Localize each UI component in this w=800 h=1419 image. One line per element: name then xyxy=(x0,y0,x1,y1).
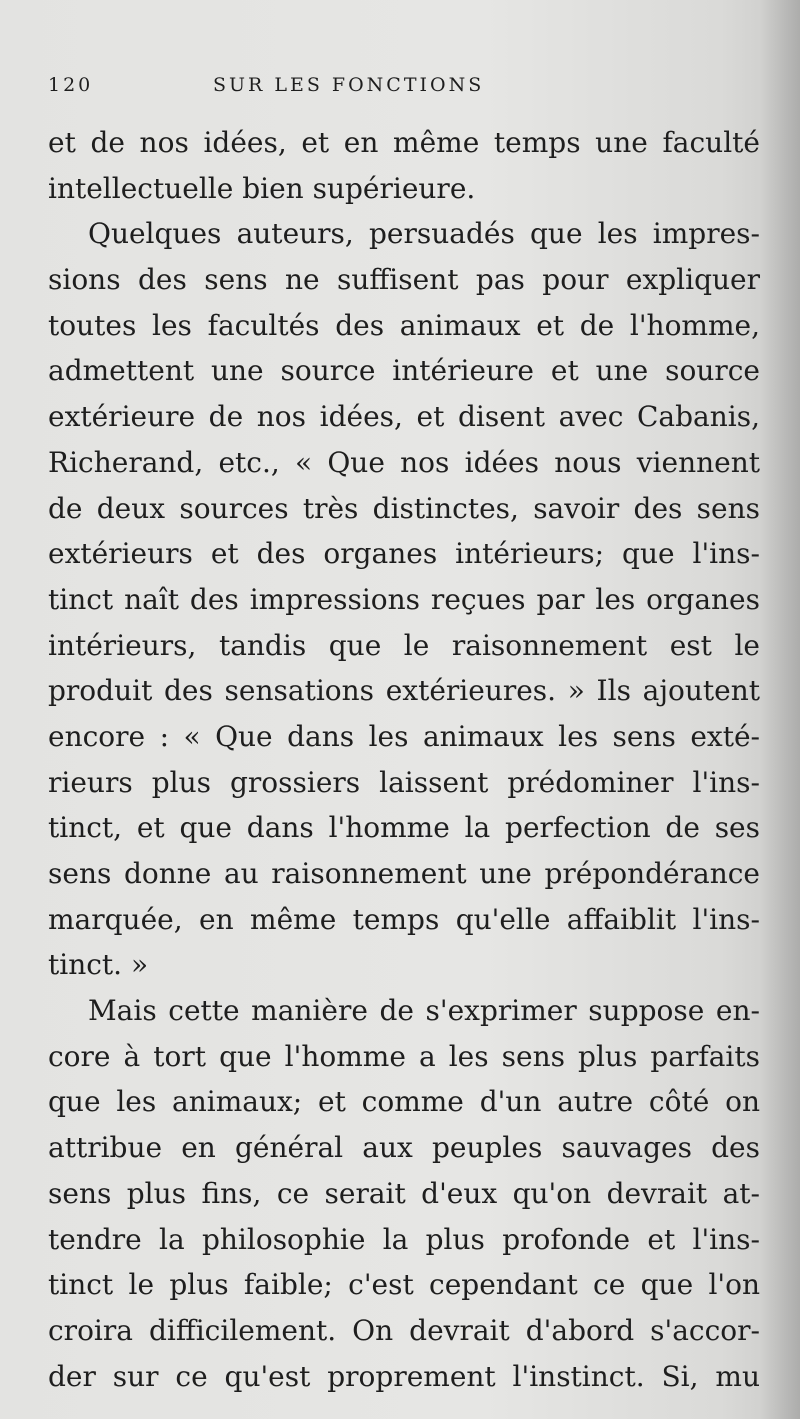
text-line: attribue en général aux peuples sauvages des xyxy=(48,1131,760,1165)
body-text xyxy=(48,120,760,1399)
page-number: 120 xyxy=(48,74,94,96)
text-line: et de nos idées, et en même temps une faculté xyxy=(48,126,760,159)
text-line: tinct, et que dans l'homme la perfection de ses xyxy=(48,811,760,845)
text-line: encore : « Que dans les animaux les sens exté- xyxy=(48,719,760,753)
text-line: extérieurs et des organes intérieurs; que l'ins- xyxy=(48,537,760,571)
text-line: marquée, en même temps qu'elle affaiblit l'ins- xyxy=(48,902,760,936)
text-line: tendre la philosophie la plus profonde et l'ins- xyxy=(48,1222,760,1256)
text-line: core à tort que l'homme a les sens plus parfaits xyxy=(48,1039,760,1073)
running-head xyxy=(48,74,768,104)
paragraph-first-line: Quelques auteurs, persuadés que les impres- xyxy=(88,217,760,251)
text-line: Richerand, etc., « Que nos idées nous viennent xyxy=(48,445,760,479)
text-line: toutes les facultés des animaux et de l'homme, xyxy=(48,308,760,342)
text-line: sens plus fins, ce serait d'eux qu'on devrait at- xyxy=(48,1176,760,1210)
text-line: rieurs plus grossiers laissent prédominer l'ins- xyxy=(48,765,760,799)
text-line: extérieure de nos idées, et disent avec Cabanis, xyxy=(48,400,760,434)
text-line: tinct naît des impressions reçues par les organes xyxy=(48,582,760,616)
paragraph-first-line: Mais cette manière de s'exprimer suppose en- xyxy=(88,994,760,1028)
running-head-title: SUR LES FONCTIONS xyxy=(213,74,485,96)
text-line: intérieurs, tandis que le raisonnement est le xyxy=(48,628,760,662)
text-line: der sur ce qu'est proprement l'instinct. Si, mu xyxy=(48,1359,760,1393)
text-line: sens donne au raisonnement une prépondérance xyxy=(48,857,760,890)
text-line: tinct. » xyxy=(48,948,149,982)
text-line: sions des sens ne suffisent pas pour expliquer xyxy=(48,263,760,297)
text-line: croira difficilement. On devrait d'abord s'accor- xyxy=(48,1313,760,1347)
text-line: produit des sensations extérieures. » Ils ajoutent xyxy=(48,674,760,708)
text-line: de deux sources très distinctes, savoir des sens xyxy=(48,491,760,525)
text-line: que les animaux; et comme d'un autre côté on xyxy=(48,1085,760,1119)
text-line: tinct le plus faible; c'est cependant ce que l'on xyxy=(48,1268,760,1302)
text-line: intellectuelle bien supérieure. xyxy=(48,171,476,205)
text-line: admettent une source intérieure et une source xyxy=(48,354,760,388)
